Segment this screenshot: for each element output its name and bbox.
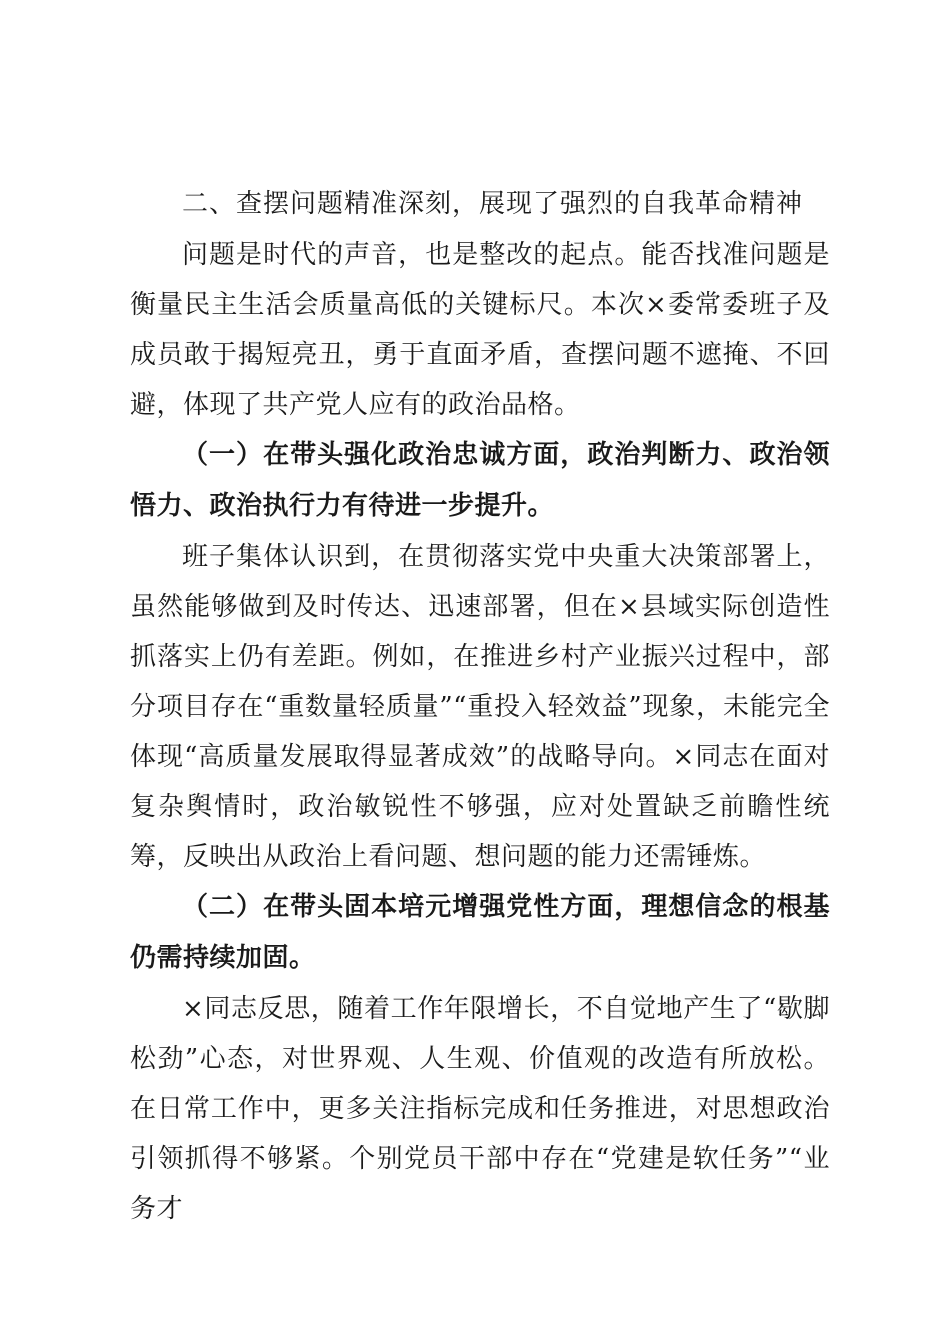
subheading: （一）在带头强化政治忠诚方面，政治判断力、政治领悟力、政治执行力有待进一步提升。	[130, 440, 830, 521]
section-heading: 二、查摆问题精准深刻，展现了强烈的自我革命精神	[182, 189, 804, 219]
document-body	[130, 178, 830, 1234]
paragraph: ×同志反思，随着工作年限增长，不自觉地产生了“歇脚松劲”心态，对世界观、人生观、价值观的改造有所放松。在日常工作中，更多关注指标完成和任务推进，对思想政治引领抓得不够紧。个别党员干部中存在“党建是软任务”“业务才	[130, 994, 830, 1224]
paragraph: 班子集体认识到，在贯彻落实党中央重大决策部署上，虽然能够做到及时传达、迅速部署，但在×县域实际创造性抓落实上仍有差距。例如，在推进乡村产业振兴过程中，部分项目存在“重数量轻质量”“重投入轻效益”现象，未能完全体现“高质量发展取得显著成效”的战略导向。×同志在面对复杂舆情时，政治敏锐性不够强，应对处置缺乏前瞻性统筹，反映出从政治上看问题、想问题的能力还需锤炼。	[130, 542, 830, 872]
subheading: （二）在带头固本培元增强党性方面，理想信念的根基仍需持续加固。	[130, 892, 830, 973]
paragraph: 问题是时代的声音，也是整改的起点。能否找准问题是衡量民主生活会质量高低的关键标尺。本次×委常委班子及成员敢于揭短亮丑，勇于直面矛盾，查摆问题不遮掩、不回避，体现了共产党人应有的政治品格。	[130, 240, 830, 420]
